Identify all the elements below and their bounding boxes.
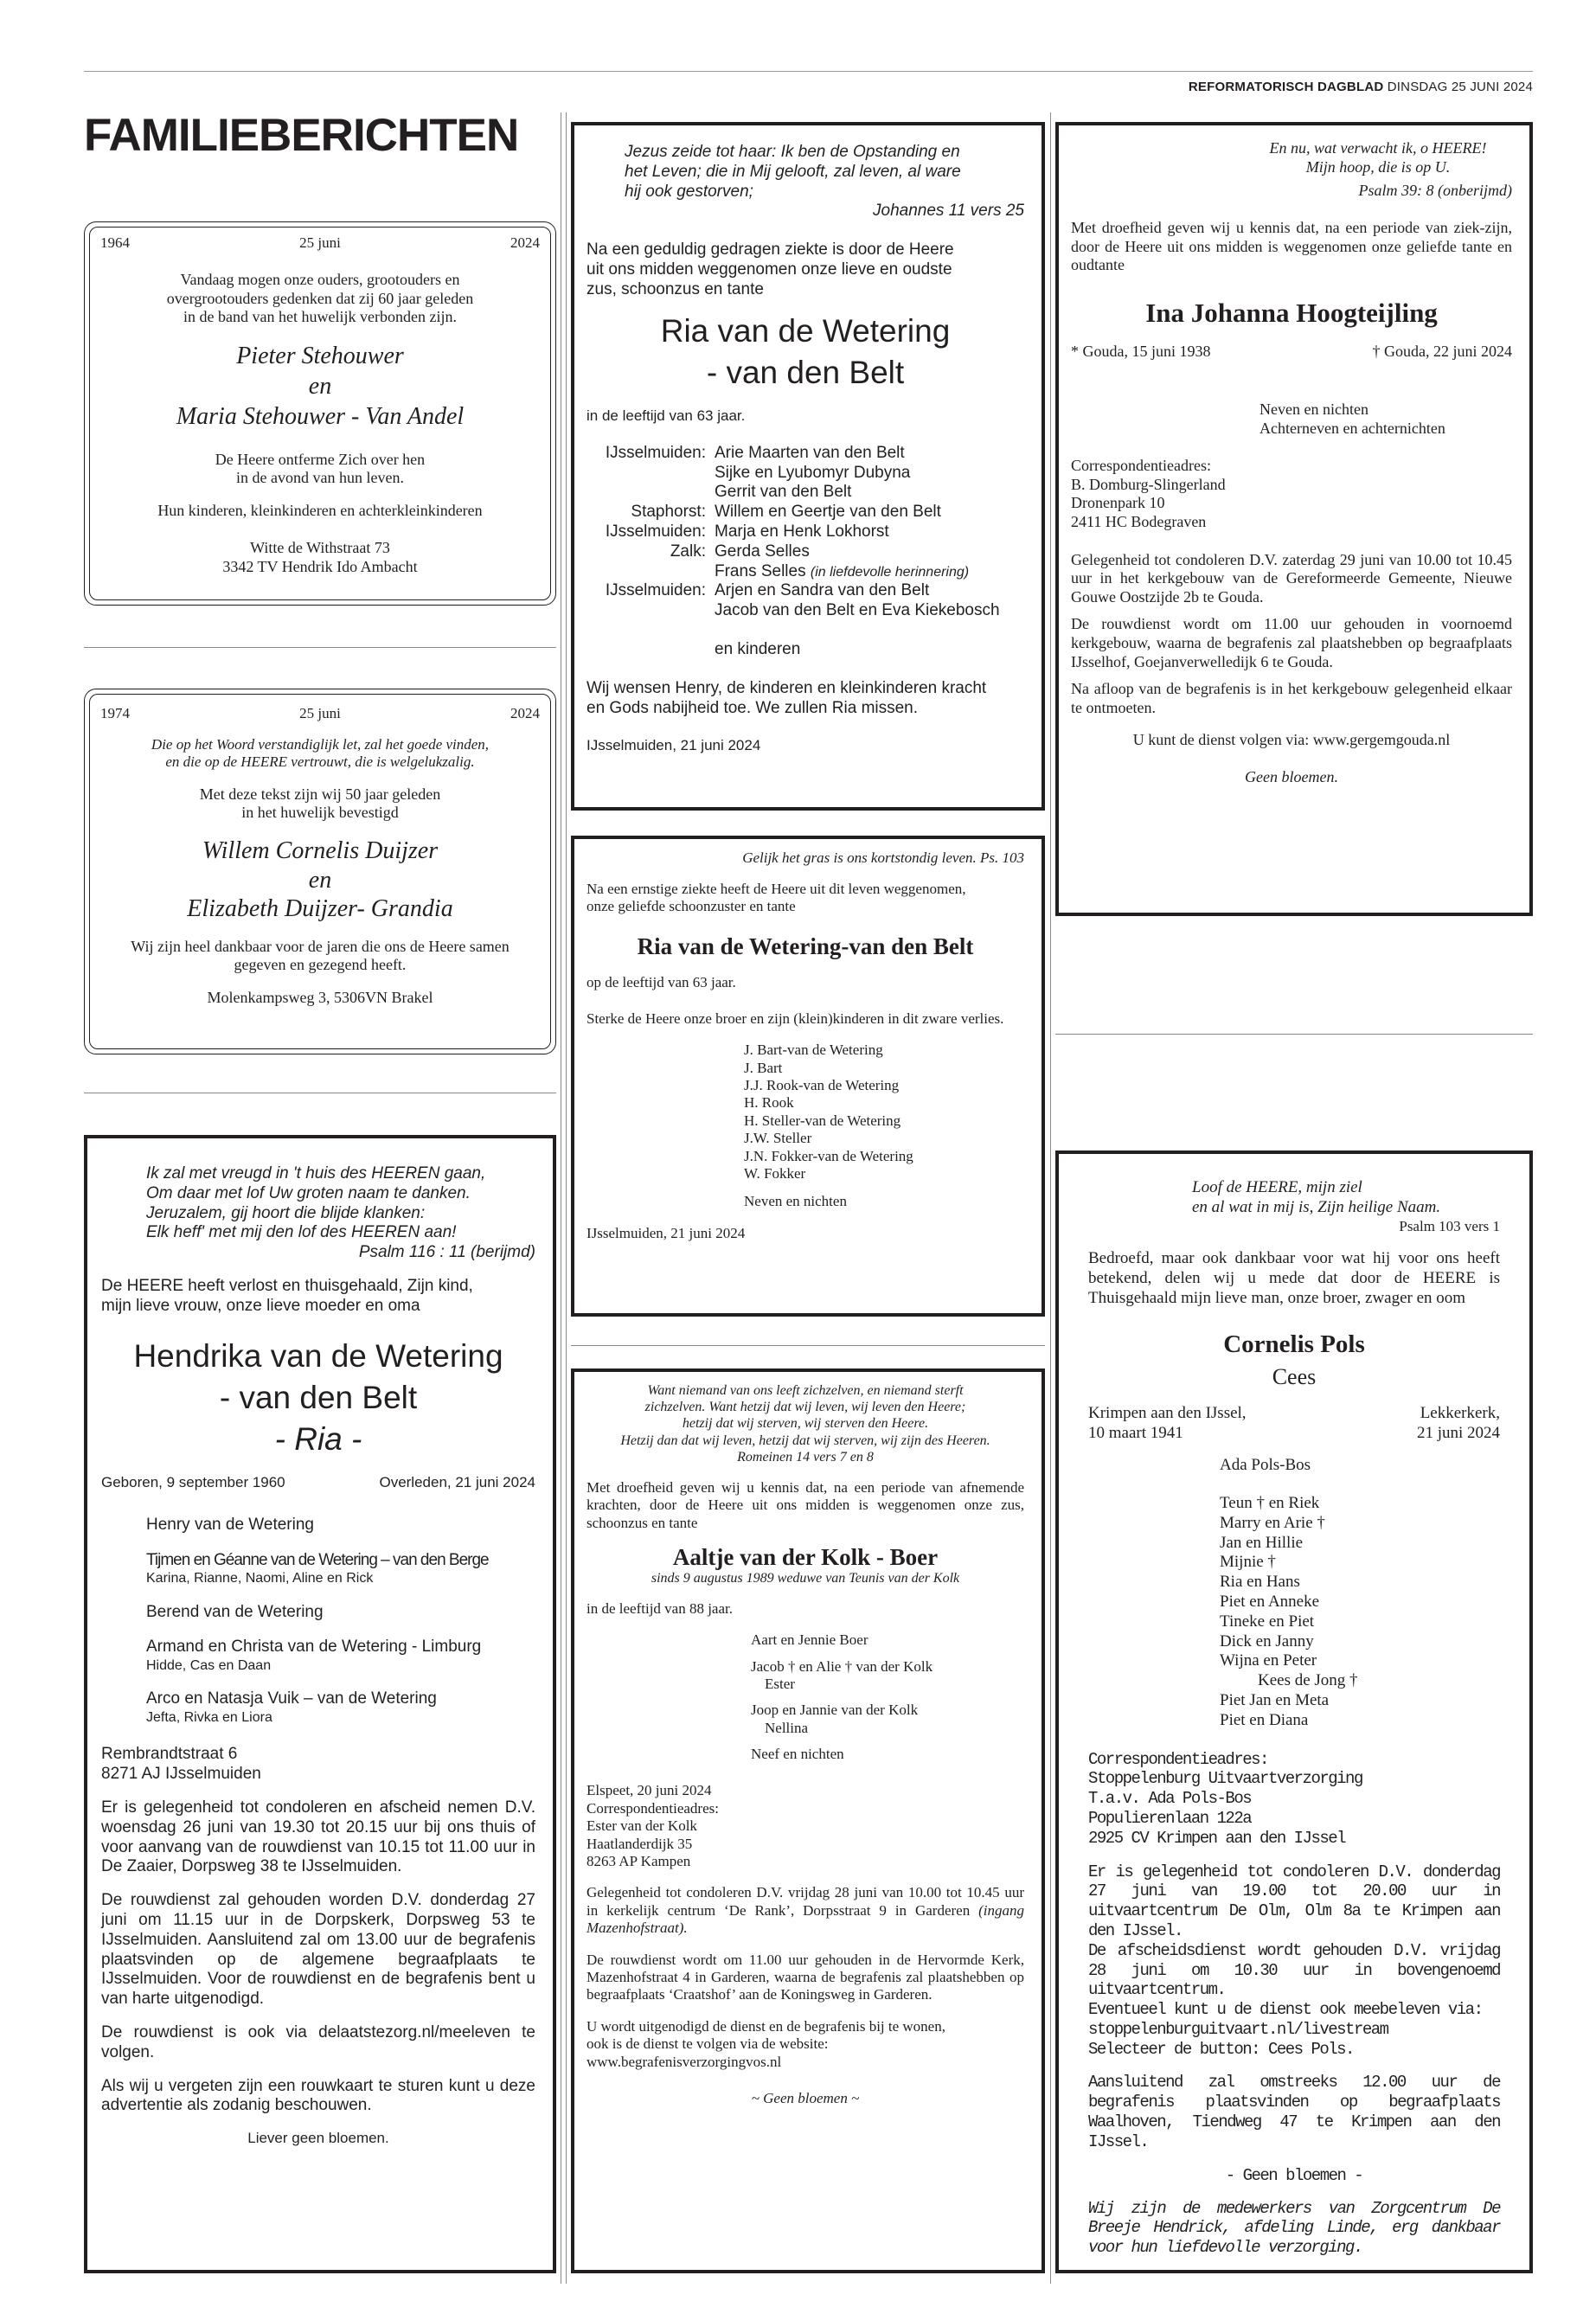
address: Witte de Withstraat 73 3342 TV Hendrik Ido Ambacht (222, 538, 418, 575)
deceased-name: Cornelis Pols Cees (1088, 1330, 1500, 1390)
wish-text: De Heere ontferme Zich over hen in de avond van hun leven. (215, 450, 426, 487)
intro-text: Met droefheid geven wij u kennis dat, na een periode van afnemende krachten, door de Heere uit ons midden is weggenomen onze zus, schoonzus en tante (586, 1478, 1024, 1531)
family-entry: J.J. Rook-van de Wetering (744, 1076, 900, 1093)
quote: Loof de HEERE, mijn ziel en al wat in mij is, Zijn heilige Naam. Psalm 103 vers 1 (1192, 1178, 1500, 1234)
online-text: Eventueel kunt u de dienst ook meebeleven via: stoppelenburguitvaart.nl/livestream Selecteer de button: Cees Pols. (1088, 2000, 1483, 2059)
family-entry: Piet en Anneke (1220, 1592, 1320, 1611)
family-list: Neven en nichten Achterneven en achternichten (1259, 400, 1445, 437)
age-text: op de leeftijd van 63 jaar. (586, 973, 736, 990)
service-text: De rouwdienst wordt om 11.00 uur gehouden in voornoemd kerkgebouw, waarna de begrafenis zal plaatshebben op begraafplaats IJsselhof, Goejanverwelledijk 6 te Gouda. (1071, 615, 1512, 670)
children-text: en kinderen (715, 639, 801, 658)
year-start: 1964 (100, 234, 130, 251)
year-start: 1974 (100, 705, 130, 721)
family-entry: Armand en Christa van de Wetering - Limburg Hidde, Cas en Daan (146, 1638, 482, 1674)
family-entry: J.N. Fokker-van de Wetering (744, 1147, 913, 1164)
quote-ref: Psalm 39: 8 (onberijmd) (1358, 182, 1512, 200)
quote: Ik zal met vreugd in 't huis des HEEREN gaan, Om daar met lof Uw groten naam te danken. Jeruzalem, gij hoort die blijde klanken: Elk heff' met mij den lof des HEEREN aan! Psalm 116 : 11 (berijmd) (146, 1164, 535, 1262)
closing-text: Geen bloemen. (1245, 768, 1338, 786)
online-text: De rouwdienst is ook via delaatstezorg.nl/meeleven te volgen. (101, 2022, 535, 2061)
correspondence: Elspeet, 20 juni 2024 Correspondentieadres: Ester van der Kolk Haatlanderdijk 35 8263 AP Kampen (586, 1782, 1024, 1870)
condolence-text: Er is gelegenheid tot condoleren en afscheid nemen D.V. woensdag 26 juni van 19.30 tot 20.15 uur bij ons thuis of voor aanvang van de rouwdienst van 10.15 tot 11.00 uur in De Zaaier, Dorpsweg 38 te IJsselmuiden. (101, 1798, 535, 1876)
family-entry: Tineke en Piet (1220, 1612, 1315, 1631)
quote: Gelijk het gras is ons kortstondig leven. Ps. 103 (742, 849, 1024, 866)
family-list (586, 1042, 1024, 1211)
family-entry: J. Bart-van de Wetering (744, 1042, 883, 1059)
wife-name: Ada Pols-Bos (1220, 1455, 1311, 1474)
quote-ref: Psalm 116 : 11 (berijmd) (358, 1243, 535, 1262)
masthead (1189, 80, 1533, 94)
burial-text: Aansluitend zal omstreeks 12.00 uur de begrafenis plaatsvinden op begraafplaats Waalhoven, Tiendweg 47 te Krimpen aan den IJssel. (1088, 2073, 1500, 2151)
family-entry: Teun † en Riek (1220, 1493, 1320, 1512)
family-entry: Aart en Jennie Boer (751, 1631, 869, 1649)
quote: En nu, wat verwacht ik, o HEERE! Mijn hoop, die is op U. (1269, 139, 1487, 176)
column-divider-2 (566, 112, 567, 2284)
death-info: Lekkerkerk, 21 juni 2024 (1416, 1404, 1500, 1443)
online-text: U kunt de dienst volgen via: www.gergemgouda.nl (1132, 731, 1451, 749)
birth-info: Krimpen aan den IJssel, 10 maart 1941 (1088, 1404, 1247, 1443)
death-date: Overleden, 21 juni 2024 (379, 1473, 535, 1490)
obituary-hendrika (84, 1135, 556, 2273)
obituary-cornelis (1055, 1150, 1533, 2273)
family-entry: Frans Selles (in liefdevolle herinnering) (715, 561, 970, 580)
intro-text: Met droefheid geven wij u kennis dat, na een periode van ziek-zijn, door de Heere uit ons midden is weggenomen onze geliefde tante en oudtante (1071, 219, 1512, 274)
thanks-text: Wij zijn heel dankbaar voor de jaren die ons de Heere samen gegeven en gezegend heeft. (131, 937, 510, 974)
obituary-ina (1055, 122, 1533, 916)
quote: Want niemand van ons leeft zichzelven, en niemand sterft zichzelven. Want hetzij dat wij leven, wij leven den Heere; hetzij dat wij sterven, wij sterven den Heere. Hetzij dan dat wij leven, hetzij dat wij sterven, wij zijn des Heeren. Romeinen 14 vers 7 en 8 (586, 1382, 1024, 1465)
quote-ref: Johannes 11 vers 25 (873, 202, 1024, 221)
family-list (586, 1631, 1024, 1763)
masthead-name: REFORMATORISCH DAGBLAD (1188, 80, 1384, 94)
family-entry: Neef en nichten (751, 1746, 844, 1763)
obituary-ria-inlaws (571, 836, 1045, 1317)
anniversary-ad-50 (84, 689, 556, 1054)
birth-date: Geboren, 9 september 1960 (101, 1473, 285, 1490)
address: Molenkampsweg 3, 5306VN Brakel (207, 988, 433, 1006)
divider-left-1 (84, 647, 556, 648)
divider-mid-1 (571, 1345, 1045, 1346)
intro-text: Na een geduldig gedragen ziekte is door de Heere uit ons midden weggenomen onze lieve en oudste zus, schoonzus en tante (586, 240, 954, 298)
name-1: Pieter Stehouwer (236, 342, 404, 369)
place-date: IJsselmuiden, 21 juni 2024 (586, 737, 761, 754)
deceased-name: Ria van de Wetering-van den Belt (637, 933, 974, 959)
wish-text: Sterke de Heere onze broer en zijn (klein)kinderen in dit zware verlies. (586, 1009, 1004, 1027)
family-entry: Joop en Jannie van der Kolk Nellina (751, 1702, 919, 1736)
name-2: Maria Stehouwer - Van Andel (176, 402, 465, 430)
top-rule (84, 71, 1533, 72)
family-entry: Berend van de Wetering (146, 1602, 324, 1621)
quote-ref: Psalm 103 vers 1 (1399, 1217, 1500, 1234)
after-text: Na afloop van de begrafenis is in het kerkgebouw gelegenheid elkaar te ontmoeten. (1071, 680, 1512, 716)
family-entry: IJsselmuiden: Arjen en Sandra van den Belt (605, 581, 930, 600)
couple-names (100, 341, 540, 432)
family-entry: Piet Jan en Meta (1220, 1690, 1330, 1709)
birth-date: * Gouda, 15 juni 1938 (1071, 342, 1211, 360)
family-entry: H. Steller-van de Wetering (744, 1112, 901, 1129)
intro-text: Bedroefd, maar ook dankbaar voor wat hij voor ons heeft betekend, delen wij u mede dat door de HEERE is Thuisgehaald mijn lieve man, onze broer, zwager en oom (1088, 1248, 1500, 1307)
name-1: Willem Cornelis Duijzer (202, 836, 439, 864)
family-entry: W. Fokker (744, 1164, 806, 1182)
family-entry: Mijnie † (1220, 1553, 1276, 1572)
intro-text: De HEERE heeft verlost en thuisgehaald, Zijn kind, mijn lieve vrouw, onze lieve moeder en oma (101, 1276, 473, 1315)
section-title: FAMILIEBERICHTEN (84, 110, 519, 161)
family-entry: Jacob † en Alie † van der Kolk Ester (751, 1657, 933, 1692)
closing-text: ~ Geen bloemen ~ (751, 2089, 860, 2106)
intro-text: Vandaag mogen onze ouders, grootouders en overgrootouders gedenken dat zij 60 jaar geleden in de band van het huwelijk verbonden zijn. (166, 271, 474, 326)
family-entry: Zalk: Gerda Selles (670, 542, 810, 561)
obituary-aaltje (571, 1368, 1045, 2273)
family-entry: J.W. Steller (744, 1130, 812, 1147)
intro-text: Na een ernstige ziekte heeft de Heere uit dit leven weggenomen, onze geliefde schoonzuster en tante (586, 881, 966, 915)
condolence-text: Gelegenheid tot condoleren D.V. vrijdag 28 juni van 10.00 tot 10.45 uur in kerkelijk centrum ‘De Rank’, Dorpsstraat 9 in Garderen (ingang Mazenhofstraat). (586, 1884, 1024, 1937)
family-entry: IJsselmuiden: Arie Maarten van den Belt (605, 443, 905, 462)
quote-ref: Romeinen 14 vers 7 en 8 (737, 1449, 874, 1465)
closing-text: Liever geen bloemen. (247, 2130, 389, 2147)
card-text: Als wij u vergeten zijn een rouwkaart te sturen kunt u deze advertentie als zodanig beschouwen. (101, 2076, 535, 2115)
family-entry: Marry en Arie † (1220, 1513, 1325, 1532)
quote: Die op het Woord verstandiglijk let, zal het goede vinden, en die op de HEERE vertrouwt, die is welgelukzalig. (151, 736, 490, 771)
subtitle: sinds 9 augustus 1989 weduwe van Teunis van der Kolk (651, 1571, 960, 1586)
family-entry: Jan en Hillie (1220, 1533, 1304, 1552)
wish-text: Wij wensen Henry, de kinderen en kleinkinderen kracht en Gods nabijheid toe. We zullen Ria missen. (586, 678, 987, 717)
family-entry: Henry van de Wetering (146, 1515, 314, 1534)
place-date: Elspeet, 20 juni 2024 (586, 1782, 712, 1799)
quote: Jezus zeide tot haar: Ik ben de Opstanding en het Leven; die in Mij gelooft, zal leven, al ware hij ook gestorven; Johannes 11 vers 25 (625, 143, 1024, 221)
name-2: Elizabeth Duijzer- Grandia (187, 895, 453, 923)
correspondence: Correspondentieadres: B. Domburg-Slingerland Dronenpark 10 2411 HC Bodegraven (1071, 457, 1226, 530)
deceased-name: Hendrika van de Wetering - van den Belt - Ria - (133, 1337, 503, 1457)
deceased-name: Ina Johanna Hoogteijling (1145, 297, 1438, 328)
nickname: Cees (1272, 1364, 1317, 1390)
masthead-date: DINSDAG 25 JUNI 2024 (1387, 80, 1533, 94)
family-entry: IJsselmuiden: Marja en Henk Lokhorst (605, 522, 889, 541)
family-entry: Ria en Hans (1220, 1573, 1300, 1592)
and-text: en (308, 372, 332, 400)
condolence-text: Er is gelegenheid tot condoleren D.V. donderdag 27 juni van 19.00 tot 20.00 uur in uitvaartcentrum De Olm, Olm 8a te Krimpen aan den IJssel. (1088, 1862, 1500, 1940)
service-text: De rouwdienst zal gehouden worden D.V. donderdag 27 juni om 11.15 uur in de Dorpskerk, Dorpsweg 53 te IJsselmuiden. Aansluitend zal om 13.00 uur de begrafenis plaatsvinden op de algemene begraafplaats te IJsselmuiden. Voor de rouwdienst en de begrafenis bent u van harte uitgenodigd. (101, 1891, 535, 2009)
deceased-name: Aaltje van der Kolk - Boer (672, 1544, 939, 1571)
family-text: Hun kinderen, kleinkinderen en achterkleinkinderen (157, 501, 483, 519)
condolence-text: Gelegenheid tot condoleren D.V. zaterdag 29 juni van 10.00 tot 10.45 uur in het kerkgebouw van de Gereformeerde Gemeente, Nieuwe Gouwe Oostzijde 2b te Gouda. (1071, 550, 1512, 606)
family-entry: Gerrit van den Belt (715, 483, 852, 502)
and-text: en (308, 866, 332, 894)
online-text: U wordt uitgenodigd de dienst en de begrafenis bij te wonen, ook is de dienst te volgen via de website: www.begrafenisverzorgingvos.nl (586, 2017, 945, 2070)
anniversary-ad-60 (84, 221, 556, 606)
family-list (1088, 1494, 1500, 1731)
family-entry: Neven en nichten (744, 1193, 847, 1210)
family-list (586, 444, 1024, 660)
family-entry: Staphorst: Willem en Geertje van den Belt (631, 503, 941, 522)
anniversary-date: 25 juni (299, 234, 341, 251)
family-entry: Tijmen en Géanne van de Wetering – van den Berge Karina, Rianne, Naomi, Aline en Rick (146, 1550, 489, 1586)
family-entry: Piet en Diana (1220, 1710, 1309, 1729)
family-entry: Dick en Janny (1220, 1631, 1314, 1650)
year-end: 2024 (510, 705, 540, 721)
obituary-ria-family (571, 122, 1045, 811)
thanks-text: Wij zijn de medewerkers van Zorgcentrum De Breeje Hendrick, afdeling Linde, erg dankbaar voor hun liefdevolle verzorging. (1088, 2198, 1500, 2258)
age-text: in de leeftijd van 88 jaar. (586, 1600, 733, 1618)
place-date: IJsselmuiden, 21 juni 2024 (586, 1224, 746, 1241)
family-entry: Sijke en Lyubomyr Dubyna (715, 463, 911, 482)
column-divider-3 (1050, 112, 1051, 2284)
family-list (101, 1516, 535, 1727)
death-date: † Gouda, 22 juni 2024 (1372, 342, 1512, 360)
family-entry: Wijna en Peter (1220, 1651, 1317, 1670)
couple-names (100, 836, 540, 924)
correspondence: Correspondentieadres: Stoppelenburg Uitvaartverzorging T.a.v. Ada Pols-Bos Populierenlaan 122a 2925 CV Krimpen aan den IJssel (1088, 1749, 1362, 1848)
deceased-name: Ria van de Wetering - van den Belt (660, 312, 951, 390)
divider-right-1 (1055, 1034, 1533, 1035)
family-entry: Arco en Natasja Vuik – van de Wetering Jefta, Rivka en Liora (146, 1689, 437, 1726)
year-end: 2024 (510, 234, 540, 251)
family-entry: H. Rook (744, 1094, 794, 1112)
age-text: in de leeftijd van 63 jaar. (586, 407, 746, 424)
closing-text: - Geen bloemen - (1225, 2165, 1363, 2185)
family-entry: Kees de Jong † (1258, 1671, 1358, 1690)
family-entry: Jacob van den Belt en Eva Kiekebosch (715, 601, 1000, 620)
anniversary-date: 25 juni (299, 705, 341, 721)
address: Rembrandtstraat 6 8271 AJ IJsselmuiden (101, 1745, 261, 1784)
service-text: De afscheidsdienst wordt gehouden D.V. vrijdag 28 juni om 10.30 uur in bovengenoemd uitvaartcentrum. (1088, 1940, 1500, 2000)
service-text: De rouwdienst wordt om 11.00 uur gehouden in de Hervormde Kerk, Mazenhofstraat 4 in Garderen, waarna de begrafenis zal plaatshebben op begraafplaats ‘Craatshof’ aan de Koningsweg in Garderen. (586, 1951, 1024, 2003)
intro-text: Met deze tekst zijn wij 50 jaar geleden in het huwelijk bevestigd (199, 785, 441, 822)
family-entry: J. Bart (744, 1059, 783, 1076)
